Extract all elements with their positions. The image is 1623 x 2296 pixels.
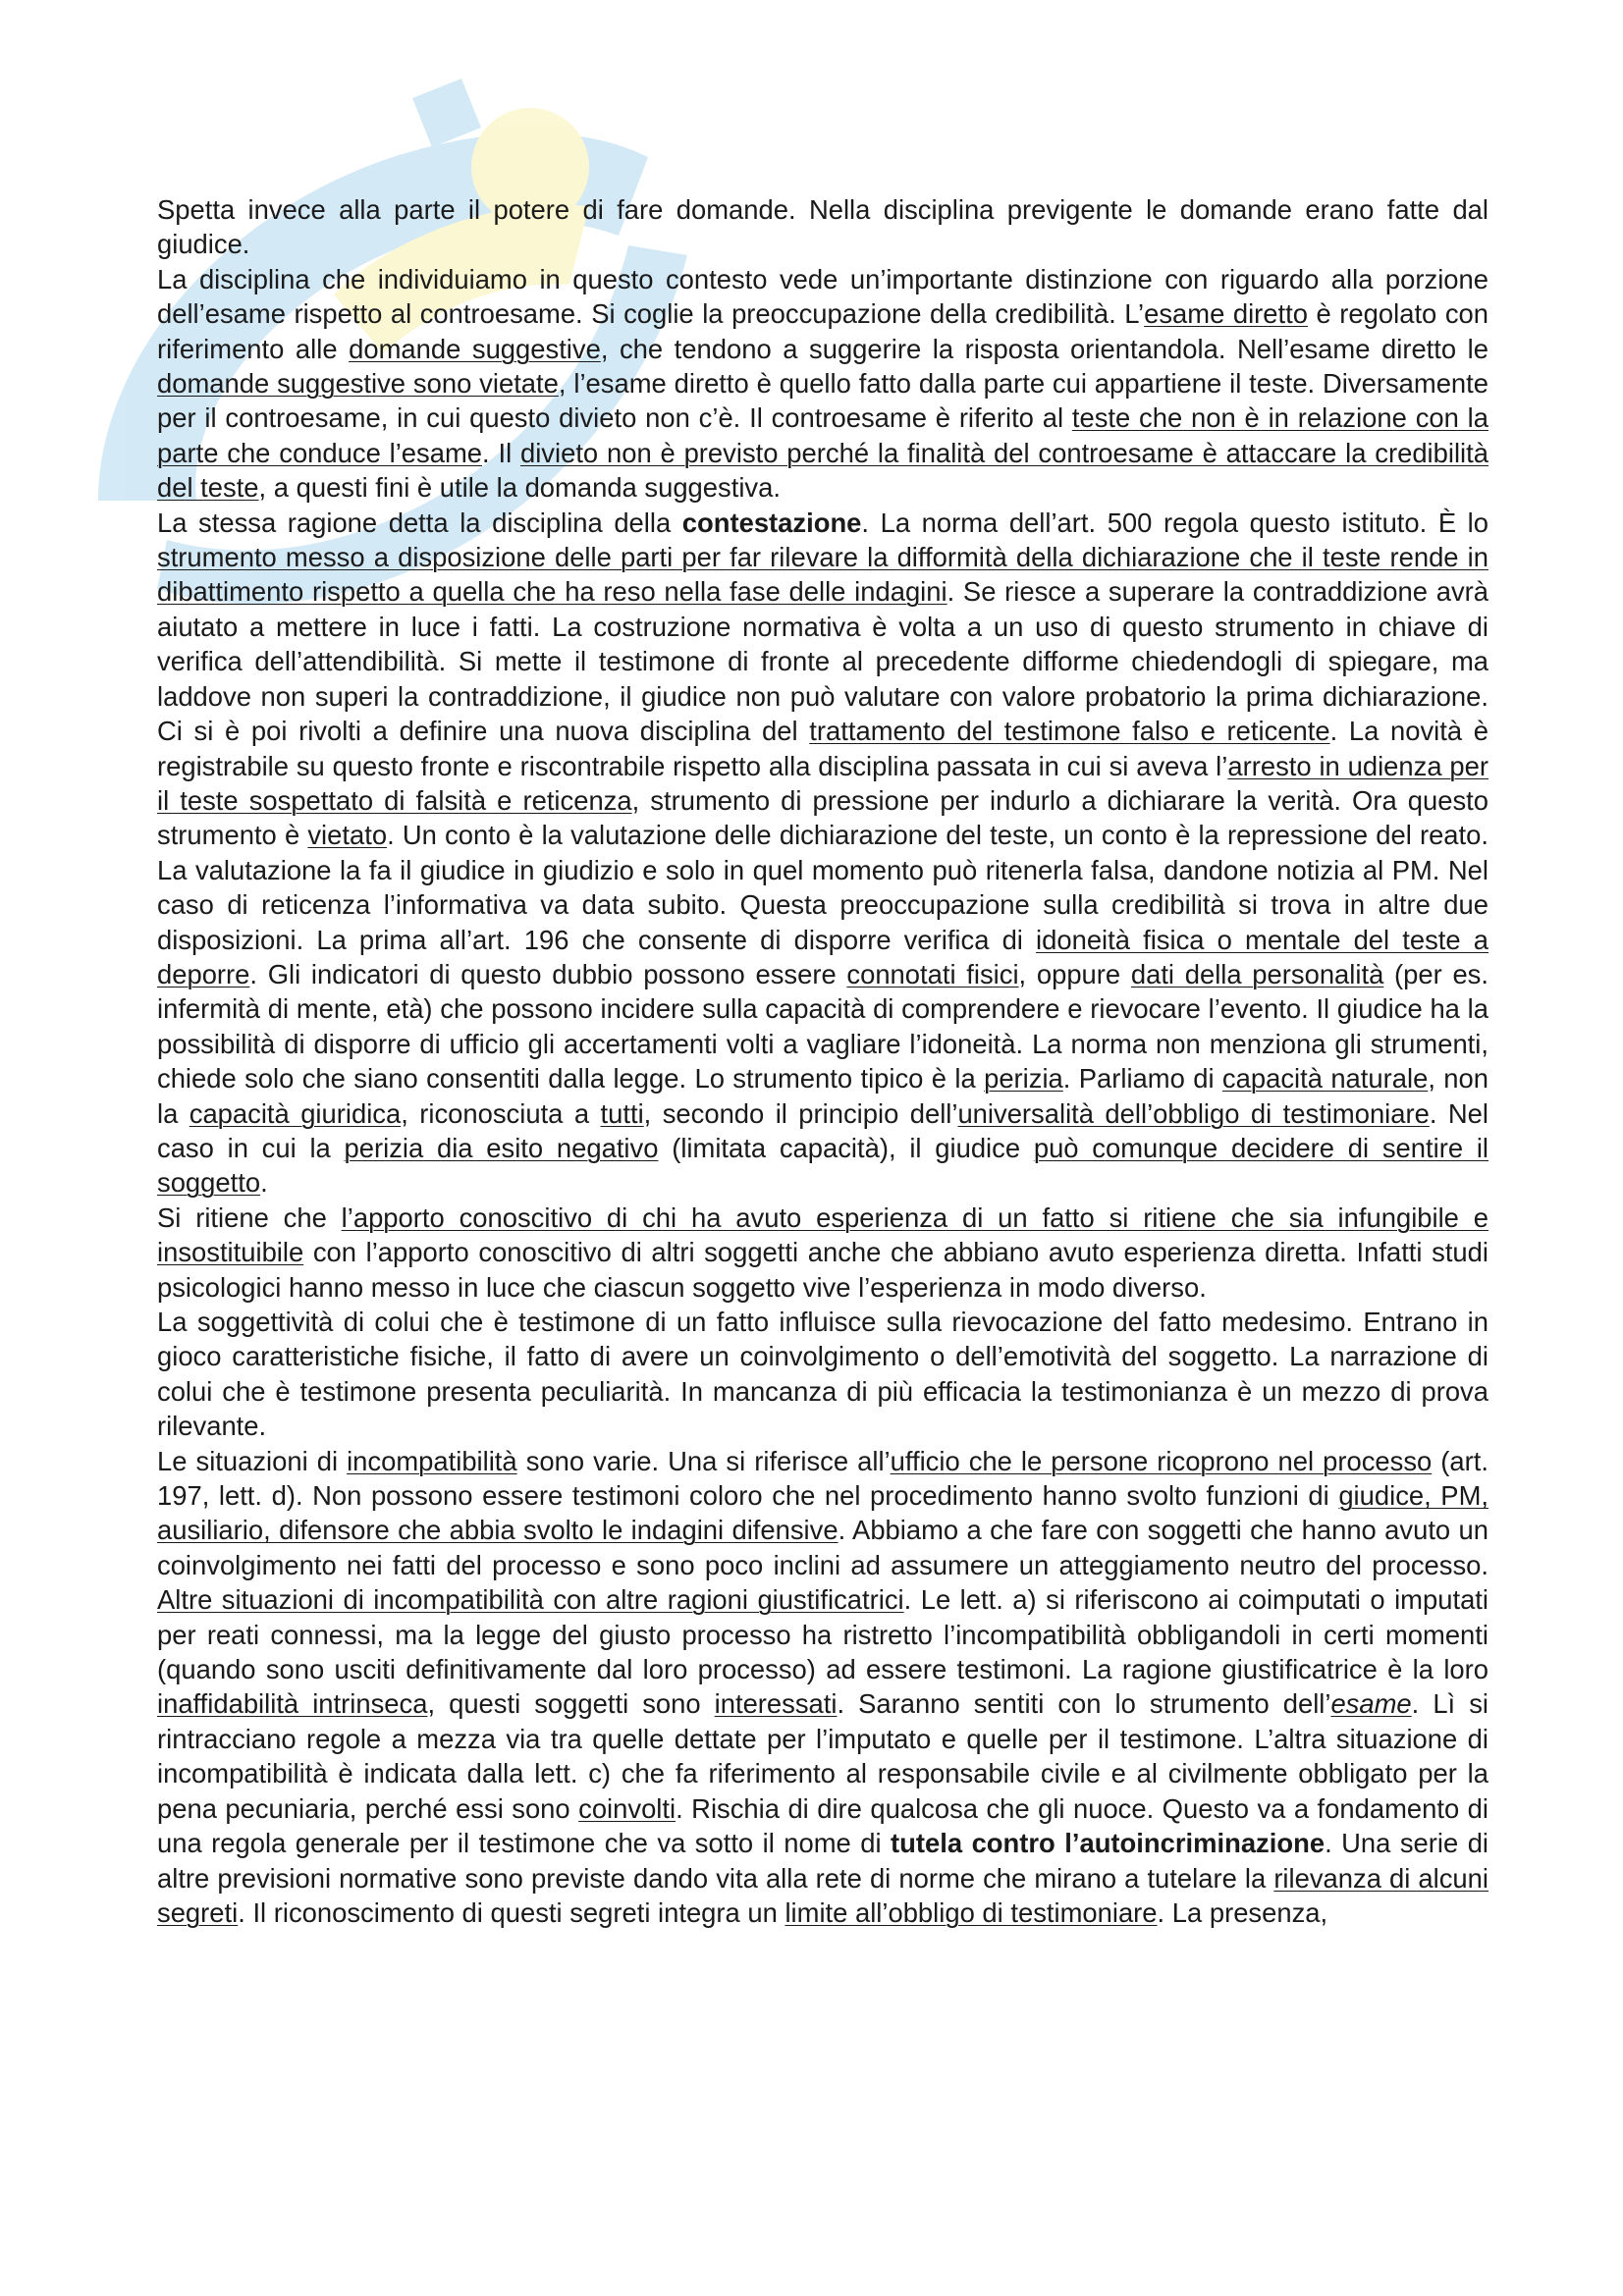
text-run: , questi soggetti sono [427,1688,715,1720]
text-run: . Un conto è la valutazione delle dichiarazione del teste, un conto è la repressione del reato. La valutazione la fa il giudice in giudizio e solo in quel momento può ritenerla falsa, dandone notizia al PM. Nel caso di reticenza l’informativa va data subito. Questa preoccupazione sulla credibilità si trova in altre due disposizioni. La prima all’art. 196 che consente di disporre verifica di [157,820,1488,955]
underlined-text: l’apporto conoscitivo di chi ha avuto esperienza di un fatto si ritiene che sia infungibile e insostituibile [157,1201,1488,1268]
text-run: , secondo il principio dell’ [643,1097,958,1129]
text-run: , non la [157,1063,1488,1129]
underlined-text: capacità giuridica [189,1097,402,1129]
paragraph [157,192,1488,262]
underlined-text: giudice, PM, ausiliario, difensore che abbia svolto le indagini difensive [157,1480,1489,1546]
underlined-text: strumento messo a disposizione delle parti per far rilevare la difformità della dichiarazione che il teste rende in dibattimento rispetto a quella che ha reso nella fase delle indagini [157,542,1488,608]
underlined-text: inaffidabilità intrinseca [157,1688,428,1720]
text-run: con l’apporto conoscitivo di altri soggetti anche che abbiano avuto esperienza diretta. Infatti studi psicologici hanno messo in luce che ciascun soggetto vive l’esperienza in modo diverso. [157,1237,1488,1303]
text-run: , oppure [1018,958,1131,989]
text-run: . Saranno sentiti con lo strumento dell’ [837,1688,1331,1720]
text-run: sono varie. Una si riferisce all’ [516,1445,891,1476]
underlined-text: limite all’obbligo di testimoniare [784,1896,1158,1928]
paragraph [157,262,1488,506]
text-run: , riconosciuta a [401,1097,601,1129]
underlined-text: tutti [600,1097,644,1129]
text-run: , a questi fini è utile la domanda suggestiva. [258,472,781,504]
text-run: , che tendono a suggerire la risposta orientandola. Nell’esame diretto le [600,333,1488,364]
text-run: . Rischia di dire qualcosa che gli nuoce. Questo va a fondamento di una regola generale per il testimone che va sotto il nome di [157,1792,1489,1859]
text-run: . Il riconoscimento di questi segreti integra un [238,1896,785,1928]
text-run: , l’esame diretto è quello fatto dalla parte cui appartiene il teste. Diversamente per il controesame, in cui questo divieto non c’è. Il controesame è riferito al [157,368,1489,434]
paragraph [157,1201,1488,1305]
text-run: . Una serie di altre previsioni normative sono previste dando vita alla rete di norme che mirano a tutelare la [157,1828,1489,1894]
text-run: è regolato con riferimento alle [157,298,1488,364]
underlined-text: può comunque decidere di sentire il soggetto [157,1132,1489,1199]
underlined-text: perizia [984,1063,1063,1095]
text-run: La soggettività di colui che è testimone di un fatto influisce sulla rievocazione del fatto medesimo. Entrano in gioco caratteristiche fisiche, il fatto di avere un coinvolgimento o dell’emotività del soggetto. La narrazione di colui che è testimone presenta peculiarità. In mancanza di più efficacia la testimonianza è un mezzo di prova rilevante. [157,1307,1488,1442]
text-run: . Gli indicatori di questo dubbio possono essere [249,958,847,989]
text-run: Si ritiene che [157,1201,342,1233]
paragraph [157,1444,1488,1931]
underlined-text: universalità dell’obbligo di testimoniare [957,1097,1430,1129]
text-run: . Parliamo di [1062,1063,1222,1095]
text-run: . Lì si rintracciano regole a mezza via tra quelle dettate per l’imputato e quelle per il testimone. L’altra situazione di incompatibilità è indicata dalla lett. c) che fa riferimento al responsabile civile e al civilmente obbligato per la pena pecuniaria, perché essi sono [157,1688,1488,1824]
text-run: . [260,1167,268,1199]
underlined-text: arresto in udienza per il teste sospettato di falsità e reticenza [157,750,1488,816]
underlined-text: incompatibilità [347,1445,517,1476]
underlined-text: teste che non è in relazione con la parte che conduce l’esame [157,402,1488,468]
text-run: . Il [482,437,520,468]
underlined-text: idoneità fisica o mentale del teste a deporre [157,924,1489,989]
document-body [157,192,1488,1930]
underlined-text: rilevanza di alcuni segreti [157,1862,1488,1928]
text-run: . Nel caso in cui la [157,1097,1488,1163]
paragraph [157,1305,1488,1444]
text-run: , strumento di pressione per indurlo a dichiarare la verità. Ora questo strumento è [157,784,1488,851]
underlined-text: ufficio che le persone ricoprono nel processo [890,1445,1433,1476]
underlined-text: Altre situazioni di incompatibilità con altre ragioni giustificatrici [157,1584,904,1616]
text-run: . La presenza, [1157,1896,1328,1928]
underlined-text: interessati [714,1688,838,1720]
underlined-text: capacità naturale [1221,1063,1429,1095]
bold-term: contestazione [681,507,862,538]
text-run: (per es. infermità di mente, età) che possono incidere sulla capacità di comprendere e rievocare l’evento. Il giudice ha la possibilità di disporre di ufficio gli accertamenti volti a vagliare l’idoneità. La norma non menziona gli strumenti, chiede solo che siano consentiti dalla legge. Lo strumento tipico è la [157,958,1488,1095]
paragraph [157,506,1488,1201]
underlined-text: esame diretto [1144,298,1308,330]
text-run: Le situazioni di [157,1445,348,1476]
bold-term: tutela contro l’autoincriminazione [891,1828,1325,1859]
text-run: . La norma dell’art. 500 regola questo istituto. È lo [861,507,1488,538]
underlined-text: esame [1330,1688,1412,1720]
underlined-text: perizia dia esito negativo [344,1132,659,1163]
underlined-text: vietato [307,820,388,851]
underlined-text: connotati fisici [846,958,1019,989]
underlined-text: coinvolti [578,1792,676,1824]
underlined-text: domande suggestive sono vietate [157,368,559,400]
text-run: Spetta invece alla parte il potere di fare domande. Nella disciplina previgente le domande erano fatte dal giudice. [157,194,1488,260]
underlined-text: divieto non è previsto perché la finalità del controesame è attaccare la credibilità del teste [157,437,1488,504]
underlined-text: trattamento del testimone falso e reticente [809,716,1330,747]
underlined-text: dati della personalità [1130,958,1384,989]
text-run: La stessa ragione detta la disciplina della [157,507,682,538]
text-run: . Abbiamo a che fare con soggetti che hanno avuto un coinvolgimento nei fatti del processo e sono poco inclini ad assumere un atteggiamento neutro del processo. [157,1515,1489,1580]
text-run: . Le lett. a) si riferiscono ai coimputati o imputati per reati connessi, ma la legge del giusto processo ha ristretto l’incompatibilità obbligandoli in certi momenti (quando sono usciti definitivamente dal loro processo) ad essere testimoni. La ragione giustificatrice è la loro [157,1584,1488,1685]
text-run: . La novità è registrabile su questo fronte e riscontrabile rispetto alla disciplina passata in cui si aveva l’ [157,716,1489,781]
text-run: (limitata capacità), il giudice [658,1132,1034,1163]
text-run: . Se riesce a superare la contraddizione avrà aiutato a mettere in luce i fatti. La costruzione normativa è volta a un uso di questo strumento in chiave di verifica dell’attendibilità. Si mette il testimone di fronte al precedente difforme chiedendogli di spiegare, ma laddove non superi la contraddizione, il giudice non può valutare con valore probatorio la prima dichiarazione. Ci si è poi rivolti a definire una nuova disciplina del [157,576,1488,747]
underlined-text: domande suggestive [349,333,601,364]
text-run: (art. 197, lett. d). Non possono essere testimoni coloro che nel procedimento hanno svolto funzioni di [157,1445,1488,1512]
text-run: La disciplina che individuiamo in questo contesto vede un’importante distinzione con riguardo alla porzione dell’esame rispetto al controesame. Si coglie la preoccupazione della credibilità. L’ [157,263,1488,330]
